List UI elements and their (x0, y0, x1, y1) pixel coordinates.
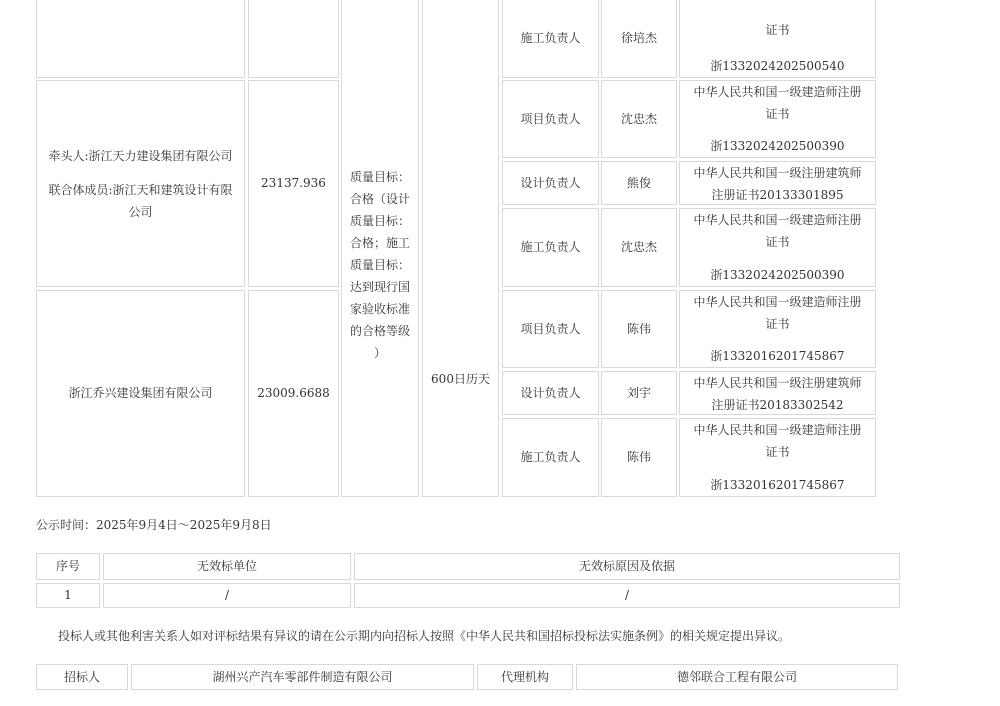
quality-line: 质量目标： (349, 169, 410, 184)
person-name: 沈忠杰 (620, 111, 657, 126)
certificate-line: 中华人民共和国一级建造师注册 (693, 295, 862, 309)
bidder-member-name: 联合体成员:浙江天和建筑设计有限 (48, 182, 233, 197)
bid-price-cell (248, 0, 339, 78)
certificate-line: 中华人民共和国一级注册建筑师 (693, 166, 862, 180)
quality-line: 达到现行国 (349, 279, 410, 294)
person-name: 陈伟 (626, 450, 651, 464)
certificate-cell (679, 290, 876, 368)
certificate-number: 浙1332024202500390 (710, 268, 845, 282)
person-cell (601, 290, 677, 368)
agent-label: 代理机构 (500, 669, 549, 684)
role-cell (502, 161, 599, 205)
quality-line: 合格；施工 (349, 235, 410, 250)
role-cell (502, 371, 599, 415)
unit-value: / (224, 588, 230, 602)
header-invalid-unit-label: 无效标单位 (196, 559, 257, 573)
bid-price: 23009.6688 (257, 386, 330, 400)
bidder-name: 浙江乔兴建设集团有限公司 (68, 386, 213, 400)
header-serial (36, 553, 100, 580)
person-name: 刘宇 (626, 385, 651, 400)
tenderer-label-cell (36, 664, 128, 690)
header-invalid-unit (103, 553, 351, 580)
role-label: 设计负责人 (520, 385, 581, 400)
table-cell-unit (103, 583, 351, 608)
role-label: 项目负责人 (520, 111, 581, 126)
publicity-period: 公示时间：2025年9月4日～2025年9月8日 (36, 518, 272, 532)
reason-value: / (624, 588, 630, 602)
certificate-line: 中华人民共和国一级注册建筑师 (693, 376, 862, 390)
certificate-line: 注册证书20183302542 (711, 398, 844, 412)
certificate-number: 浙1332016201745867 (710, 349, 845, 363)
role-cell (502, 418, 599, 497)
role-cell (502, 208, 599, 287)
serial-value: 1 (64, 588, 72, 602)
tenderer-name: 湖州兴产汽车零部件制造有限公司 (212, 669, 393, 684)
person-name: 徐培杰 (620, 30, 657, 45)
certificate-line: 证书 (765, 107, 790, 121)
quality-line: 家验收标准 (349, 301, 410, 316)
bidder-lead-name: 牵头人:浙江天力建设集团有限公司 (48, 148, 233, 163)
quality-line: ） (373, 345, 386, 360)
bid-price-cell (248, 80, 339, 287)
certificate-line: 中华人民共和国一级建造师注册 (693, 85, 862, 99)
objection-note: 投标人或其他利害关系人如对评标结果有异议的请在公示期内向招标人按照《中华人民共和国招标投标法实施条例》的相关规定提出异议。 (58, 629, 791, 643)
certificate-cell (679, 371, 876, 415)
person-name: 沈忠杰 (620, 240, 657, 254)
certificate-cell (679, 208, 876, 287)
agent-name: 德邻联合工程有限公司 (676, 669, 797, 684)
header-invalid-reason (354, 553, 900, 580)
certificate-cell (679, 80, 876, 158)
person-cell (601, 80, 677, 158)
role-cell (502, 80, 599, 158)
person-cell (601, 208, 677, 287)
certificate-line: 证书 (765, 445, 790, 459)
role-label: 施工负责人 (520, 450, 581, 464)
person-cell (601, 371, 677, 415)
certificate-cell (679, 0, 876, 78)
person-name: 熊俊 (626, 175, 651, 190)
certificate-line: 证书 (765, 317, 790, 331)
table-cell-serial (36, 583, 100, 608)
tenderer-name-cell (131, 664, 474, 690)
quality-line: 合格（设计 (349, 191, 410, 206)
certificate-line: 注册证书20133301895 (711, 188, 844, 202)
role-label: 项目负责人 (520, 321, 581, 336)
role-label: 施工负责人 (520, 30, 581, 45)
certificate-number: 浙1332024202500390 (710, 139, 845, 153)
person-cell (601, 418, 677, 497)
certificate-line: 中华人民共和国一级建造师注册 (693, 213, 862, 227)
certificate-line: 中华人民共和国一级建造师注册 (693, 423, 862, 437)
agent-name-cell (576, 664, 898, 690)
bidder-name-cell (36, 290, 245, 497)
duration-value: 600日历天 (431, 372, 490, 386)
certificate-number: 浙1332016201745867 (710, 478, 845, 492)
quality-line: 质量目标： (349, 213, 410, 228)
role-label: 设计负责人 (520, 175, 581, 190)
bid-price: 23137.936 (261, 176, 326, 190)
header-serial-label: 序号 (55, 559, 80, 573)
certificate-cell (679, 161, 876, 205)
certificate-cell (679, 418, 876, 497)
certificate-line: 证书 (765, 23, 790, 37)
table-cell-reason (354, 583, 900, 608)
header-invalid-reason-label: 无效标原因及依据 (578, 559, 675, 573)
bidder-member-name-cont: 公司 (128, 204, 153, 219)
quality-line: 质量目标： (349, 257, 410, 272)
person-cell (601, 0, 677, 78)
certificate-number: 浙1332024202500540 (710, 59, 845, 73)
role-label: 施工负责人 (520, 240, 581, 254)
role-cell (502, 0, 599, 78)
person-cell (601, 161, 677, 205)
tenderer-label: 招标人 (63, 669, 100, 684)
quality-target-cell (341, 0, 419, 497)
quality-line: 的合格等级 (349, 323, 410, 338)
bid-price-cell (248, 290, 339, 497)
person-name: 陈伟 (626, 321, 651, 336)
bidder-name-cell (36, 0, 245, 78)
bidder-name-cell (36, 80, 245, 287)
role-cell (502, 290, 599, 368)
duration-cell (422, 0, 499, 497)
certificate-line: 证书 (765, 235, 790, 249)
agent-label-cell (477, 664, 573, 690)
